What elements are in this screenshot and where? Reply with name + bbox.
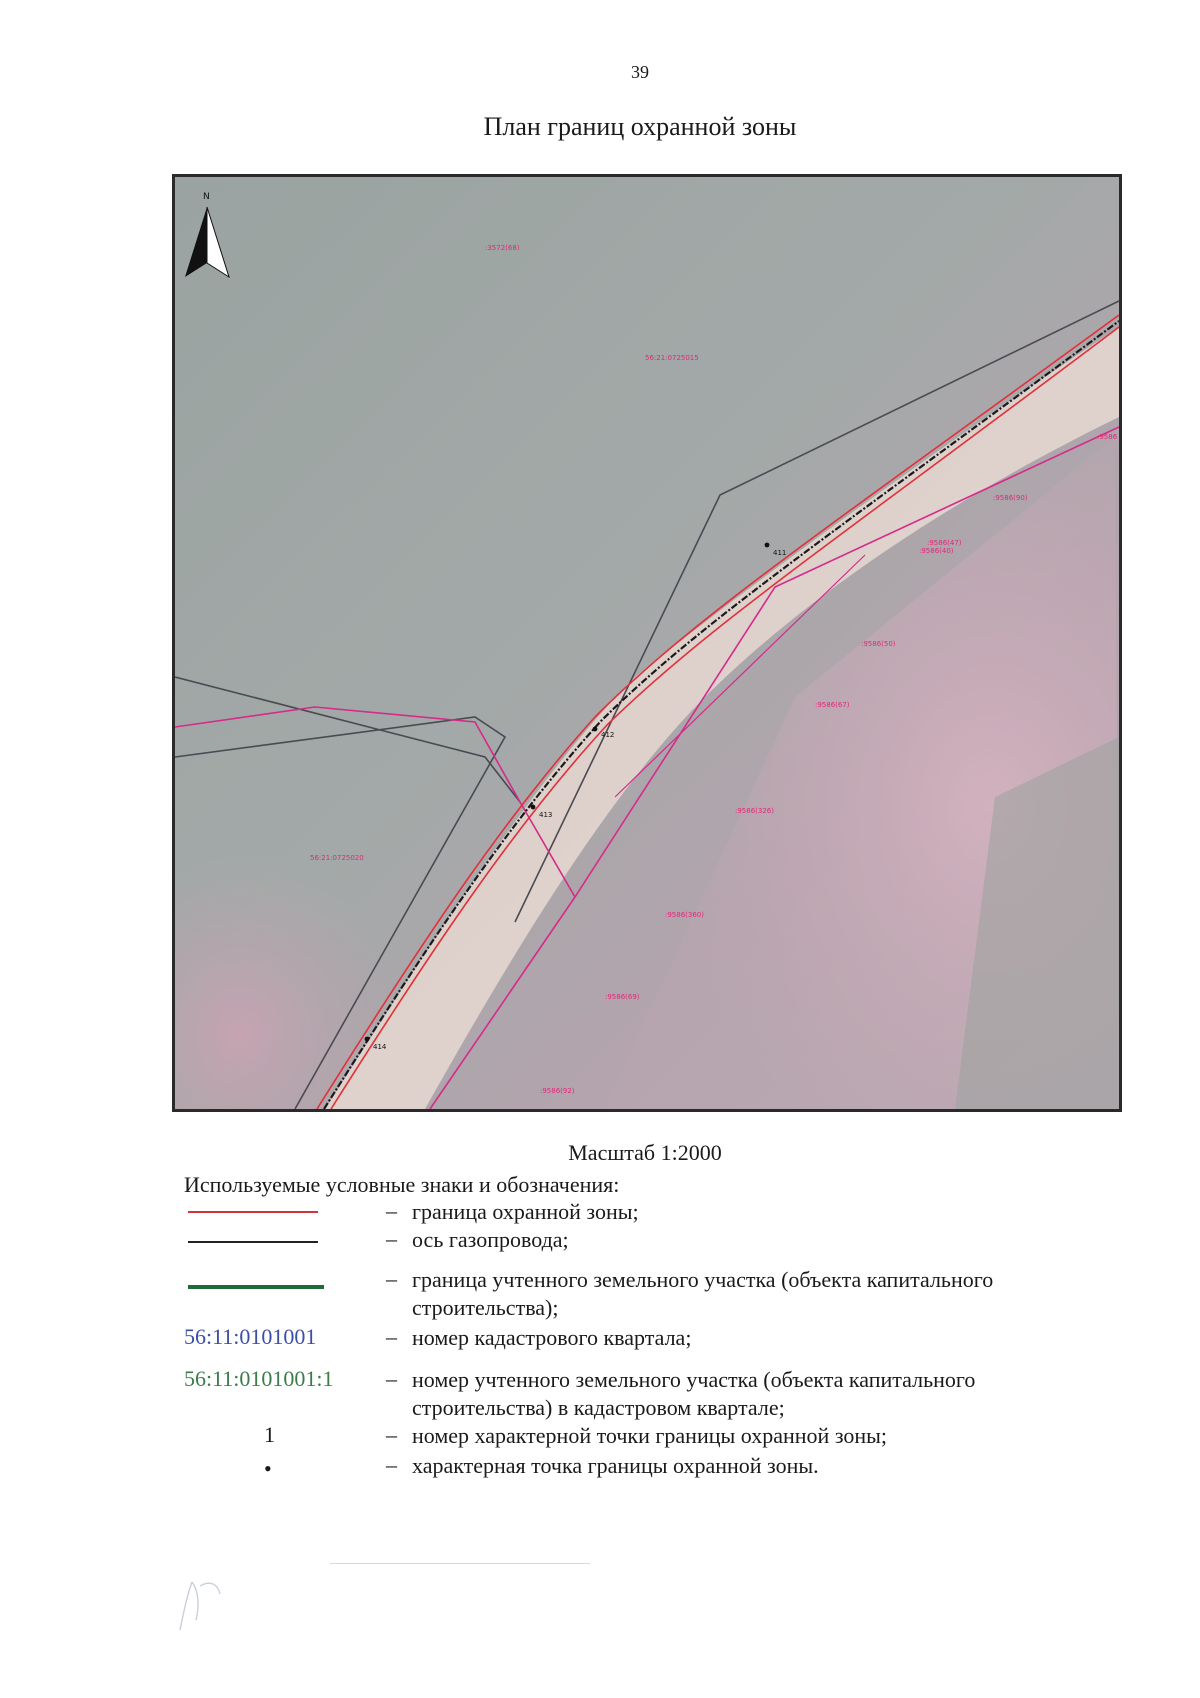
legend-line-green xyxy=(188,1285,324,1289)
legend-item-parcel-number xyxy=(184,1366,1084,1422)
point-414-dot xyxy=(365,1037,370,1042)
legend-dash: – xyxy=(386,1266,397,1291)
legend-symbol-point-number: 1 xyxy=(264,1422,275,1447)
legend-symbol-point-dot: • xyxy=(264,1456,272,1481)
legend-item-block-number xyxy=(184,1324,1084,1352)
map-canvas[interactable] xyxy=(175,177,1119,1109)
legend-symbol-parcel-code: 56:11:0101001:1 xyxy=(184,1366,334,1391)
legend-desc: номер учтенного земельного участка (объекта капитального строительства) в кадастровом квартале; xyxy=(412,1367,976,1420)
legend-desc: номер характерной точки границы охранной зоны; xyxy=(412,1423,888,1448)
label-9586-326: :9586(326) xyxy=(735,807,774,815)
label-9586-360: :9586(360) xyxy=(665,911,704,919)
legend-symbol-block-code: 56:11:0101001 xyxy=(184,1324,317,1349)
legend-item-zone-boundary xyxy=(184,1198,1084,1226)
legend-item-point xyxy=(184,1452,1084,1480)
label-9586-40: :9586(40) xyxy=(919,547,954,555)
label-9586-47: :9586(47) xyxy=(927,539,962,547)
legend-dash: – xyxy=(386,1366,397,1391)
label-9586-90: :9586(90) xyxy=(993,494,1028,502)
legend-desc: характерная точка границы охранной зоны. xyxy=(412,1453,819,1478)
point-412-dot xyxy=(593,727,598,732)
label-9586-67: :9586(67) xyxy=(815,701,850,709)
legend-line-black xyxy=(188,1241,318,1243)
legend-desc: граница охранной зоны; xyxy=(412,1199,639,1224)
separator-line xyxy=(330,1563,590,1564)
point-413-dot xyxy=(531,805,536,810)
label-block-0725020: 56:21:0725020 xyxy=(310,854,364,862)
legend-item-parcel-boundary xyxy=(184,1266,1084,1322)
point-411-dot xyxy=(765,543,770,548)
legend-desc: номер кадастрового квартала; xyxy=(412,1325,692,1350)
label-block-0725015: 56:21:0725015 xyxy=(645,354,699,362)
label-3572-68: :3572(68) xyxy=(485,244,520,252)
label-9586-50: :9586(50) xyxy=(861,640,896,648)
legend-title: Используемые условные знаки и обозначения: xyxy=(184,1172,620,1197)
point-411-label: 411 xyxy=(773,549,787,557)
legend-desc: граница учтенного земельного участка (объекта капитального строительства); xyxy=(412,1267,994,1320)
legend-dash: – xyxy=(386,1198,397,1223)
page-number: 39 xyxy=(631,62,649,82)
point-412-label: 412 xyxy=(601,731,615,739)
north-label: N xyxy=(203,192,210,202)
point-413-label: 413 xyxy=(539,811,553,819)
legend-dash: – xyxy=(386,1452,397,1477)
map-frame[interactable] xyxy=(172,174,1122,1112)
label-9586-69: :9586(69) xyxy=(605,993,640,1001)
legend-dash: – xyxy=(386,1324,397,1349)
legend-desc: ось газопровода; xyxy=(412,1227,569,1252)
label-9586-92: :9586(92) xyxy=(540,1087,575,1095)
legend-dash: – xyxy=(386,1422,397,1447)
legend-item-pipeline-axis xyxy=(184,1226,1084,1254)
map-scale: Масштаб 1:2000 xyxy=(568,1140,722,1165)
legend-line-red xyxy=(188,1211,318,1213)
legend-dash: – xyxy=(386,1226,397,1251)
point-414-label: 414 xyxy=(373,1043,387,1051)
document-title: План границ охранной зоны xyxy=(483,112,797,141)
signature-mark-icon xyxy=(170,1570,230,1640)
label-9586-edge: :9586 xyxy=(1097,433,1118,441)
legend-item-point-number xyxy=(184,1422,1084,1450)
